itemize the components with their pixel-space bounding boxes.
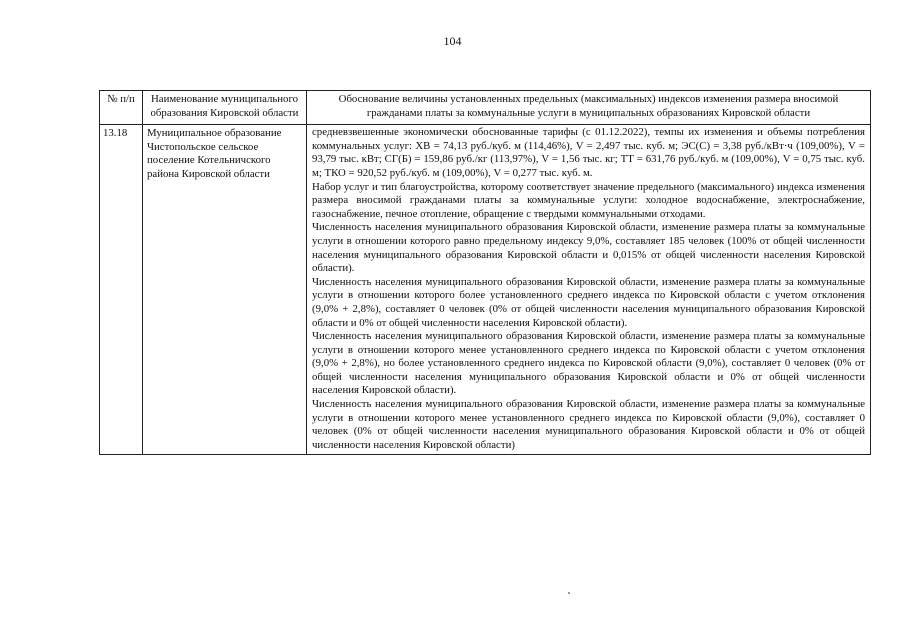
basis-paragraph-services: Набор услуг и тип благоустройства, которому соответствует значение предельного (максимального) индекса изменения размера вносимой гражданами платы за коммунальные услуги: холодное водоснабжение, электроснабжение, газоснабжение, печное отопление, обращение с твердыми коммунальными отходами. — [312, 180, 865, 220]
row-basis — [307, 125, 871, 455]
row-number: 13.18 — [100, 125, 143, 455]
table-header-row — [100, 91, 871, 125]
basis-paragraph-population-below: Численность населения муниципального образования Кировской области, изменение размера платы за коммунальные услуги в отношении которого менее установленного среднего индекса по Кировской области (9,0%), составляет 0 человек (0% от общей численности населения муниципального образования Кировской области и 0% от общей численности населения Кировской области) — [312, 398, 865, 451]
basis-paragraph-population-between: Численность населения муниципального образования Кировской области, изменение размера платы за коммунальные услуги в отношении которого менее установленного среднего индекса по Кировской области с учетом отклонения (9,0% + 2,8%), но более установленного среднего индекса по Кировской области (9,0%), составляет 0 человек (0% от общей численности населения муниципального образования Кировской области и 0% от общей численности населения Кировской области). — [312, 330, 865, 397]
tariff-index-table — [99, 90, 871, 455]
header-basis: Обоснование величины установленных предельных (максимальных) индексов изменения размера вносимой гражданами платы за коммунальные услуги в муниципальных образованиях Кировской области — [307, 91, 871, 125]
header-number: № п/п — [100, 91, 143, 125]
basis-paragraph-population-above: Численность населения муниципального образования Кировской области, изменение размера платы за коммунальные услуги в отношении которого более установленного среднего индекса по Кировской области с учетом отклонения (9,0% + 2,8%), составляет 0 человек (0% от общей численности населения муниципального образования Кировской области и 0% от общей численности населения Кировской области). — [312, 275, 865, 329]
scan-speck — [568, 592, 570, 594]
row-municipality: Муниципальное образование Чистопольское сельское поселение Котельничского района Кировской области — [143, 125, 307, 455]
table-row — [100, 125, 871, 455]
basis-paragraph-tariffs: средневзвешенные экономически обоснованные тарифы (с 01.12.2022), темпы их изменения и объемы потребления коммунальных услуг: ХВ = 74,13 руб./куб. м (114,46%), V = 2,497 тыс. куб. м; ЭС(С) = 3,38 руб./кВт·ч (109,00%), V = 93,79 тыс. кВт; СГ(Б) = 159,86 руб./кг (113,97%), V = 1,56 тыс. кг; ТТ = 631,76 руб./куб. м (109,00%), V = 0,75 тыс. куб. м; ТКО = 920,52 руб./куб. м (109,00%), V = 0,277 тыс. куб. м. — [312, 126, 865, 179]
header-municipality: Наименование муниципального образования Кировской области — [143, 91, 307, 125]
basis-paragraph-population-equal: Численность населения муниципального образования Кировской области, изменение размера платы за коммунальные услуги в отношении которого равно предельному индексу 9,0%, составляет 185 человек (100% от общей численности населения муниципального образования Кировской области и 0,015% от общей численности населения Кировской области). — [312, 221, 865, 275]
page-number: 104 — [443, 34, 462, 48]
